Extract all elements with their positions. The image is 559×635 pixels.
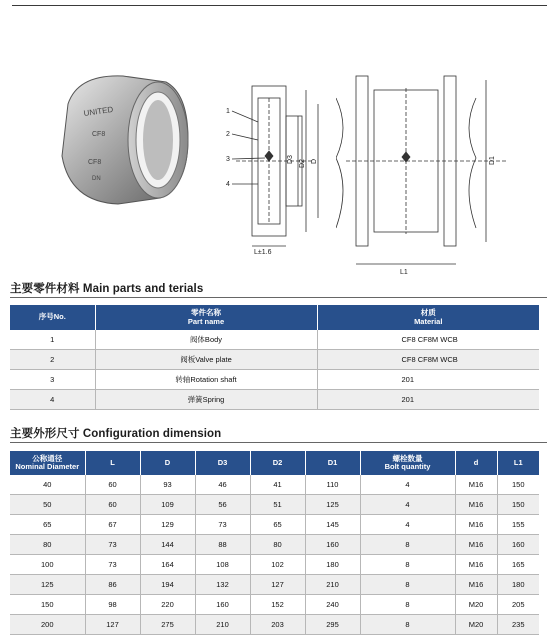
dimension-cell: 73 — [85, 535, 140, 555]
dimension-cell: 200 — [10, 615, 85, 635]
part-name: 弹簧Spring — [95, 390, 317, 410]
dimension-cell: 67 — [85, 515, 140, 535]
dimension-header-1 — [85, 451, 140, 475]
dimension-cell: 100 — [10, 555, 85, 575]
dimension-cell: 125 — [305, 495, 360, 515]
dimension-header-en: D — [164, 457, 171, 467]
part-material: CF8 CF8M WCB — [317, 330, 539, 350]
valve-photo — [48, 64, 198, 214]
dimension-cell: 129 — [140, 515, 195, 535]
part-no: 2 — [10, 350, 95, 370]
dimension-cell: 275 — [140, 615, 195, 635]
dimension-table-body — [10, 475, 539, 635]
dimension-cell: M20 — [455, 595, 497, 615]
dimension-cell: 125 — [10, 575, 85, 595]
dimension-cell: 80 — [250, 535, 305, 555]
dimension-header-en: Bolt quantity — [384, 462, 431, 471]
dimension-header-en: L — [110, 457, 115, 467]
table-row — [10, 350, 539, 370]
dimension-cell: 205 — [497, 595, 539, 615]
table-row — [10, 495, 539, 515]
dimension-cell: 8 — [360, 575, 455, 595]
dimension-cell: 110 — [305, 475, 360, 495]
table-row — [10, 575, 539, 595]
dimension-cell: 65 — [250, 515, 305, 535]
dimension-cell: 41 — [250, 475, 305, 495]
callout-4: 4 — [226, 181, 230, 188]
table-row — [10, 390, 539, 410]
dimension-cell: 65 — [10, 515, 85, 535]
dimension-cell: 132 — [195, 575, 250, 595]
dimension-cell: 51 — [250, 495, 305, 515]
dimension-cell: 180 — [305, 555, 360, 575]
nameplate-text-4: DN — [92, 176, 101, 182]
dimension-cell: 4 — [360, 475, 455, 495]
parts-header-no-cn: 序号 — [38, 312, 54, 322]
parts-header-no-en: No. — [53, 312, 66, 322]
part-name: 转轴Rotation shaft — [95, 370, 317, 390]
dimension-section-title — [10, 425, 221, 441]
nameplate-text-1: UNITED — [83, 104, 114, 118]
part-no: 1 — [10, 330, 95, 350]
part-material: CF8 CF8M WCB — [317, 350, 539, 370]
part-no: 4 — [10, 390, 95, 410]
part-name: 阀板Valve plate — [95, 350, 317, 370]
parts-header-name-en: Part name — [187, 316, 225, 326]
dimension-header-en: D1 — [327, 457, 338, 467]
dimension-cell: 50 — [10, 495, 85, 515]
dimension-cell: 235 — [497, 615, 539, 635]
dimension-cell: 203 — [250, 615, 305, 635]
parts-table — [10, 305, 539, 410]
dim-d3: D3 — [287, 155, 294, 164]
parts-header-material-cn: 材质 — [420, 308, 436, 318]
dimension-cell: 8 — [360, 535, 455, 555]
dimension-cell: M16 — [455, 495, 497, 515]
dimension-cell: 150 — [10, 595, 85, 615]
dimension-header-en: d — [473, 457, 479, 467]
dimension-header-6 — [360, 451, 455, 475]
dimension-cell: 160 — [195, 595, 250, 615]
dimension-header-8 — [497, 451, 539, 475]
dimension-cell: 109 — [140, 495, 195, 515]
top-rule — [12, 5, 547, 6]
callout-2: 2 — [226, 131, 230, 138]
dimension-cell: 165 — [497, 555, 539, 575]
dimension-cell: 210 — [195, 615, 250, 635]
dimension-cell: 60 — [85, 495, 140, 515]
dimension-header-3 — [195, 451, 250, 475]
dimension-cell: M16 — [455, 515, 497, 535]
parts-header-name-cn: 零件名称 — [191, 308, 221, 318]
parts-header-name — [95, 305, 317, 330]
dimension-header-7 — [455, 451, 497, 475]
part-material: 201 — [317, 370, 539, 390]
dimension-cell: 93 — [140, 475, 195, 495]
dim-l: L±1.6 — [254, 249, 272, 256]
dim-l1: L1 — [400, 269, 408, 276]
table-row — [10, 595, 539, 615]
dimension-header-5 — [305, 451, 360, 475]
dimension-header-4 — [250, 451, 305, 475]
section-drawing — [222, 76, 330, 256]
dimension-cell: 160 — [497, 535, 539, 555]
dimension-cell: 145 — [305, 515, 360, 535]
dim-d1: D1 — [489, 156, 496, 165]
dimension-cell: 4 — [360, 515, 455, 535]
table-row — [10, 555, 539, 575]
dimension-header-en: L1 — [513, 457, 523, 467]
dimension-header-cn: 公称通径 — [32, 453, 63, 463]
dimension-cell: 144 — [140, 535, 195, 555]
dimension-cell: 56 — [195, 495, 250, 515]
dim-d2: D2 — [299, 159, 306, 168]
dimension-header-en: D3 — [217, 457, 228, 467]
dimension-cell: 127 — [85, 615, 140, 635]
dimension-cell: 8 — [360, 595, 455, 615]
dimension-cell: M16 — [455, 575, 497, 595]
dimension-cell: 60 — [85, 475, 140, 495]
dimension-cell: 98 — [85, 595, 140, 615]
table-row — [10, 475, 539, 495]
part-no: 3 — [10, 370, 95, 390]
dimension-cell: 150 — [497, 495, 539, 515]
dimension-cell: M20 — [455, 615, 497, 635]
parts-title-cn: 主要零件材料 — [10, 283, 80, 295]
dimension-cell: 73 — [85, 555, 140, 575]
dimension-cell: 210 — [305, 575, 360, 595]
parts-section-title — [10, 280, 203, 296]
dimension-cell: 40 — [10, 475, 85, 495]
dimension-cell: 240 — [305, 595, 360, 615]
dimension-cell: 86 — [85, 575, 140, 595]
dimension-header-en: D2 — [272, 457, 283, 467]
callout-1: 1 — [226, 108, 230, 115]
dimension-cell: 73 — [195, 515, 250, 535]
dimension-cell: 80 — [10, 535, 85, 555]
dim-d: D — [311, 158, 318, 164]
parts-header-material-en: Material — [414, 316, 443, 326]
installation-drawing — [336, 68, 518, 280]
dimension-rule — [10, 442, 547, 443]
dimension-cell: 155 — [497, 515, 539, 535]
dimension-header-row — [10, 451, 539, 475]
nameplate-text-2: CF8 — [92, 131, 106, 138]
dimension-header-0 — [10, 451, 85, 475]
parts-header-no — [10, 305, 95, 330]
dimension-header-en: Nominal Diameter — [15, 462, 80, 471]
parts-header-row — [10, 305, 539, 330]
dimension-cell: 8 — [360, 615, 455, 635]
nameplate-text-3: CF8 — [88, 159, 102, 166]
dimension-table — [10, 451, 539, 635]
dimension-cell: 88 — [195, 535, 250, 555]
part-name: 阀体Body — [95, 330, 317, 350]
dimension-cell: M16 — [455, 555, 497, 575]
dimension-cell: 46 — [195, 475, 250, 495]
dimension-cell: 160 — [305, 535, 360, 555]
dimension-title-en: Configuration dimension — [82, 428, 222, 440]
table-row — [10, 330, 539, 350]
dimension-cell: 295 — [305, 615, 360, 635]
dimension-title-cn: 主要外形尺寸 — [10, 428, 80, 440]
dimension-cell: M16 — [455, 475, 497, 495]
dimension-cell: 194 — [140, 575, 195, 595]
dimension-cell: 164 — [140, 555, 195, 575]
callout-3: 3 — [226, 156, 230, 163]
dimension-cell: M16 — [455, 535, 497, 555]
dimension-cell: 127 — [250, 575, 305, 595]
part-material: 201 — [317, 390, 539, 410]
dimension-cell: 150 — [497, 475, 539, 495]
table-row — [10, 515, 539, 535]
dimension-cell: 8 — [360, 555, 455, 575]
dimension-header-cn: 螺栓数量 — [392, 453, 423, 463]
dimension-cell: 102 — [250, 555, 305, 575]
dimension-cell: 152 — [250, 595, 305, 615]
dimension-cell: 108 — [195, 555, 250, 575]
parts-header-material — [317, 305, 539, 330]
table-row — [10, 535, 539, 555]
parts-title-en: Main parts and terials — [82, 283, 204, 295]
product-figure — [0, 28, 559, 276]
parts-rule — [10, 297, 547, 298]
dimension-cell: 4 — [360, 495, 455, 515]
dimension-cell: 220 — [140, 595, 195, 615]
dimension-cell: 180 — [497, 575, 539, 595]
dimension-header-2 — [140, 451, 195, 475]
table-row — [10, 370, 539, 390]
